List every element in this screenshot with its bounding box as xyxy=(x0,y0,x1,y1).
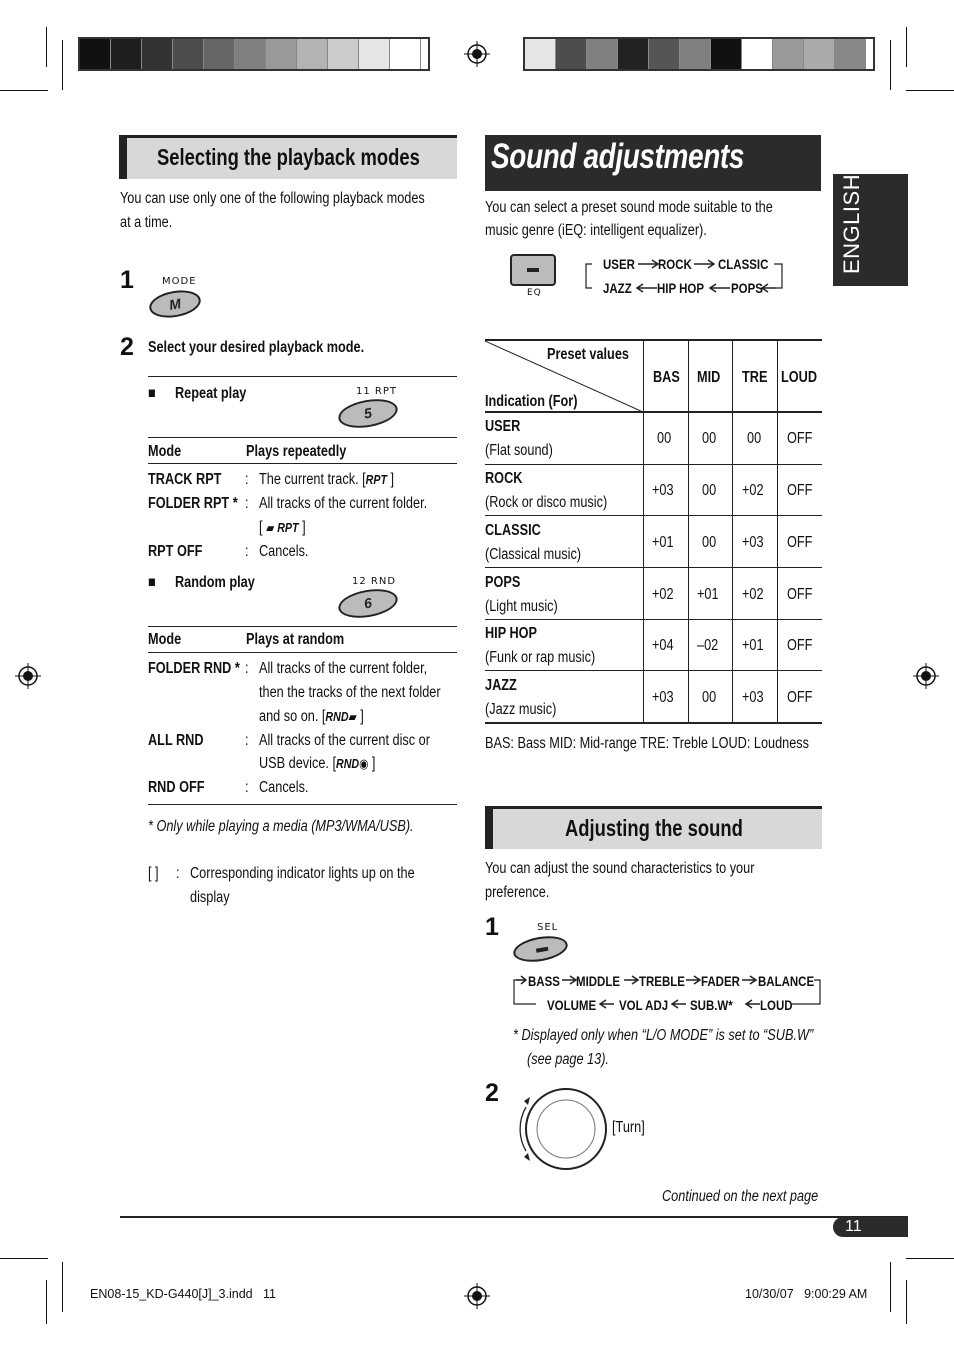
step-number: 2 xyxy=(485,1079,499,1107)
folder-rnd-indicator: RND▰ xyxy=(325,709,357,724)
val-loud: OFF xyxy=(787,482,813,499)
preset-name: ROCK xyxy=(485,470,523,487)
separator: : xyxy=(245,471,249,488)
sel-caption: SEL xyxy=(537,922,559,933)
row-rule xyxy=(485,464,822,465)
table-header: LOUD xyxy=(781,369,818,386)
val-bas: +02 xyxy=(652,586,674,603)
rnd-button-caption: 12 RND xyxy=(352,576,397,587)
val-loud: OFF xyxy=(787,637,813,654)
mode-button-label: M xyxy=(167,295,183,313)
language-tab xyxy=(833,174,908,286)
slug-file: EN08-15_KD-G440[J]_3.indd 11 xyxy=(90,1287,276,1301)
table-vline xyxy=(643,341,644,724)
val-loud: OFF xyxy=(787,689,813,706)
val-mid: 00 xyxy=(702,689,717,706)
preset-name: POPS xyxy=(485,574,521,591)
preset-name: HIP HOP xyxy=(485,625,538,642)
table-corner-top: Preset values xyxy=(547,346,629,363)
mode-name: TRACK RPT xyxy=(148,471,222,488)
mode-name: ALL RND xyxy=(148,732,204,749)
divider xyxy=(148,804,457,805)
rpt-button-label: 5 xyxy=(362,404,374,422)
col-mode: Mode xyxy=(148,443,182,460)
intro-line-2: at a time. xyxy=(120,214,173,231)
preset-desc: (Classical music) xyxy=(485,546,582,563)
col-mode: Mode xyxy=(148,631,182,648)
registration-mark-icon xyxy=(464,41,490,67)
language-tab-label: ENGLISH xyxy=(839,173,864,274)
intro-line-1: You can use only one of the following playback modes xyxy=(120,190,425,207)
section-header-playback-modes xyxy=(119,135,457,179)
step2-text: Select your desired playback mode. xyxy=(148,339,365,356)
mode-desc: Cancels. xyxy=(259,543,309,560)
registration-mark-icon xyxy=(15,663,41,689)
row-rule xyxy=(485,670,822,671)
footer-rule xyxy=(120,1216,908,1218)
section-header-adjusting-sound xyxy=(485,806,822,849)
mode-desc: Cancels. xyxy=(259,779,309,796)
sound-flow-item: FADER xyxy=(701,973,740,989)
rnd-button[interactable] xyxy=(336,585,400,622)
random-play-title: Random play xyxy=(175,574,255,591)
all-rnd-indicator: RND◉ xyxy=(336,756,369,771)
color-bar-right xyxy=(523,37,875,71)
val-mid: 00 xyxy=(702,430,717,447)
preset-desc: (Flat sound) xyxy=(485,442,553,459)
eq-button[interactable] xyxy=(510,254,556,286)
rpt-indicator: RPT xyxy=(365,472,387,487)
preset-name: CLASSIC xyxy=(485,522,541,539)
mode-desc-indicator: USB device. [RND◉ ] xyxy=(259,755,376,772)
step-number: 2 xyxy=(120,333,134,361)
random-bullet: ■ xyxy=(148,574,156,591)
sound-flow-item: VOLUME xyxy=(547,997,597,1013)
mode-name: FOLDER RPT * xyxy=(148,495,238,512)
val-mid: 00 xyxy=(702,482,717,499)
rpt-button[interactable] xyxy=(336,395,400,432)
adjust-intro-1: You can adjust the sound characteristics to your xyxy=(485,860,755,877)
bracket-note: display xyxy=(190,889,230,906)
sel-button[interactable] xyxy=(511,932,569,965)
val-tre: +03 xyxy=(742,534,764,551)
table-legend: BAS: Bass MID: Mid-range TRE: Treble LOUD: Loudness xyxy=(485,735,810,752)
separator: : xyxy=(245,660,249,677)
divider xyxy=(148,376,457,377)
sound-flow-item: BASS xyxy=(528,973,560,989)
mode-button-caption: MODE xyxy=(162,276,197,287)
section-title: Selecting the playback modes xyxy=(157,144,420,170)
preset-desc: (Jazz music) xyxy=(485,701,557,718)
bracket-sep: : xyxy=(176,865,180,882)
val-loud: OFF xyxy=(787,586,813,603)
sound-flow-item: BALANCE xyxy=(758,973,815,989)
table-vline xyxy=(688,341,689,724)
eq-button-bar-icon xyxy=(527,268,539,272)
val-tre: +01 xyxy=(742,637,764,654)
page-title-box xyxy=(485,135,821,191)
val-tre: 00 xyxy=(747,430,762,447)
sound-flow-item: TREBLE xyxy=(639,973,685,989)
separator: : xyxy=(245,495,249,512)
val-mid: –02 xyxy=(697,637,719,654)
col-plays-repeatedly: Plays repeatedly xyxy=(246,443,347,460)
eq-caption: EQ xyxy=(527,288,542,298)
page-number-tab xyxy=(833,1217,908,1237)
bracket-key: [ ] xyxy=(148,865,159,882)
intro-line-1: You can select a preset sound mode suitable to the xyxy=(485,199,773,216)
table-vline xyxy=(732,341,733,724)
footnote: * Only while playing a media (MP3/WMA/USB). xyxy=(148,818,414,835)
mode-desc: The current track. [RPT ] xyxy=(259,471,395,488)
mode-name: RND OFF xyxy=(148,779,205,796)
divider xyxy=(148,463,457,464)
eq-flow-item: CLASSIC xyxy=(718,256,769,272)
separator: : xyxy=(245,779,249,796)
continued-note: Continued on the next page xyxy=(662,1188,819,1205)
val-bas: 00 xyxy=(657,430,672,447)
slug-date: 10/30/07 9:00:29 AM xyxy=(745,1287,868,1301)
val-mid: +01 xyxy=(697,586,719,603)
val-loud: OFF xyxy=(787,430,813,447)
page-number: 11 xyxy=(845,1218,862,1235)
separator: : xyxy=(245,543,249,560)
preset-desc: (Funk or rap music) xyxy=(485,649,596,666)
mode-button[interactable] xyxy=(147,287,203,322)
adjust-footnote-1: * Displayed only when “L/O MODE” is set to “SUB.W” xyxy=(513,1027,814,1044)
val-tre: +03 xyxy=(742,689,764,706)
val-bas: +04 xyxy=(652,637,674,654)
repeat-bullet: ■ xyxy=(148,385,156,402)
divider xyxy=(148,437,457,438)
mode-desc: All tracks of the current folder, xyxy=(259,660,428,677)
folder-rpt-indicator: ▰ RPT xyxy=(266,520,299,535)
divider xyxy=(148,652,457,653)
row-rule xyxy=(485,567,822,568)
table-vline xyxy=(777,341,778,724)
row-rule xyxy=(485,515,822,516)
val-tre: +02 xyxy=(742,586,764,603)
repeat-play-title: Repeat play xyxy=(175,385,247,402)
sound-flow-item: MIDDLE xyxy=(576,973,621,989)
rnd-button-label: 6 xyxy=(362,594,374,612)
adjust-intro-2: preference. xyxy=(485,884,550,901)
turn-label: [Turn] xyxy=(612,1119,645,1136)
mode-desc: All tracks of the current disc or xyxy=(259,732,430,749)
table-header: TRE xyxy=(742,369,768,386)
bracket-note: Corresponding indicator lights up on the xyxy=(190,865,415,882)
table-header: MID xyxy=(697,369,721,386)
mode-desc-indicator: and so on. [RND▰ ] xyxy=(259,708,364,725)
control-dial-icon[interactable] xyxy=(508,1087,612,1171)
eq-flow-item: USER xyxy=(603,256,635,272)
val-bas: +03 xyxy=(652,482,674,499)
registration-mark-icon xyxy=(464,1283,490,1309)
mode-name: FOLDER RND * xyxy=(148,660,240,677)
adjust-footnote-2: (see page 13). xyxy=(527,1051,609,1068)
color-bar-left xyxy=(78,37,430,71)
row-rule xyxy=(485,619,822,620)
rpt-button-caption: 11 RPT xyxy=(356,386,397,397)
val-bas: +01 xyxy=(652,534,674,551)
divider xyxy=(148,626,457,627)
table-header: BAS xyxy=(653,369,680,386)
eq-flow-item: HIP HOP xyxy=(657,280,704,296)
step-number: 1 xyxy=(485,913,499,941)
step-number: 1 xyxy=(120,266,134,294)
preset-desc: (Rock or disco music) xyxy=(485,494,608,511)
val-tre: +02 xyxy=(742,482,764,499)
preset-name: USER xyxy=(485,418,521,435)
table-corner-bottom: Indication (For) xyxy=(485,393,578,410)
eq-flow-item: JAZZ xyxy=(603,280,632,296)
page-title: Sound adjustments xyxy=(491,137,744,176)
separator: : xyxy=(245,732,249,749)
sound-flow-item: VOL ADJ xyxy=(619,997,669,1013)
mode-desc: All tracks of the current folder. xyxy=(259,495,428,512)
val-mid: 00 xyxy=(702,534,717,551)
sound-flow-item: SUB.W* xyxy=(690,997,733,1013)
val-loud: OFF xyxy=(787,534,813,551)
eq-flow-item: POPS xyxy=(731,280,763,296)
mode-desc: then the tracks of the next folder xyxy=(259,684,441,701)
eq-flow-item: ROCK xyxy=(658,256,692,272)
table-bottom-rule xyxy=(485,722,822,724)
preset-name: JAZZ xyxy=(485,677,517,694)
mode-name: RPT OFF xyxy=(148,543,203,560)
val-bas: +03 xyxy=(652,689,674,706)
preset-desc: (Light music) xyxy=(485,598,558,615)
registration-mark-icon xyxy=(913,663,939,689)
section-title: Adjusting the sound xyxy=(565,815,743,841)
sound-flow-item: LOUD xyxy=(760,997,793,1013)
sel-button-bar-icon xyxy=(536,947,549,953)
table-header-rule xyxy=(485,411,822,413)
intro-line-2: music genre (iEQ: intelligent equalizer). xyxy=(485,222,707,239)
mode-desc-indicator: [ ▰ RPT ] xyxy=(259,519,306,536)
col-plays-at-random: Plays at random xyxy=(246,631,345,648)
